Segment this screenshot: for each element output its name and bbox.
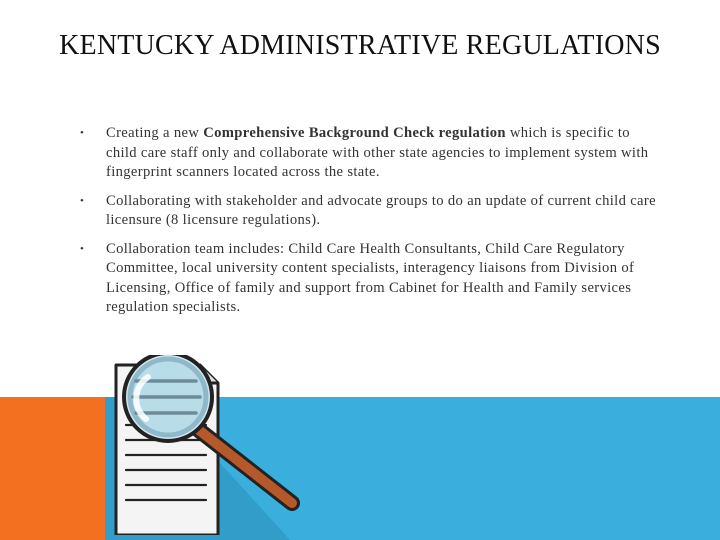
bullet-item — [80, 240, 660, 318]
slide-title: KENTUCKY ADMINISTRATIVE REGULATIONS — [59, 30, 661, 61]
bullet-marker: • — [80, 194, 85, 207]
bullet-item — [80, 124, 660, 183]
bullet-text — [106, 125, 648, 180]
bullet-text-part: which is specific to child care staff only and collaborate with other state agencies to implement system with fingerprint scanners located across the state. — [106, 125, 649, 180]
bullet-bold-text: Comprehensive Background Check regulation — [203, 125, 506, 141]
document-magnifier-icon — [100, 355, 310, 535]
bullet-marker: • — [80, 242, 85, 255]
bullet-item — [80, 192, 660, 231]
bullet-text: Collaborating with stakeholder and advocate groups to do an update of current child care licensure (8 licensure regulations). — [106, 192, 656, 228]
bullet-text: Collaboration team includes: Child Care Health Consultants, Child Care Regulatory Committee, local university content specialists, interagency liaisons from Division of Licensing, Office of family and support from Cabinet for Health and Family services regulation specialists. — [106, 240, 635, 315]
bullet-list — [80, 124, 660, 327]
bullet-text-part: Creating a new — [106, 125, 204, 141]
bullet-marker: • — [80, 127, 85, 139]
